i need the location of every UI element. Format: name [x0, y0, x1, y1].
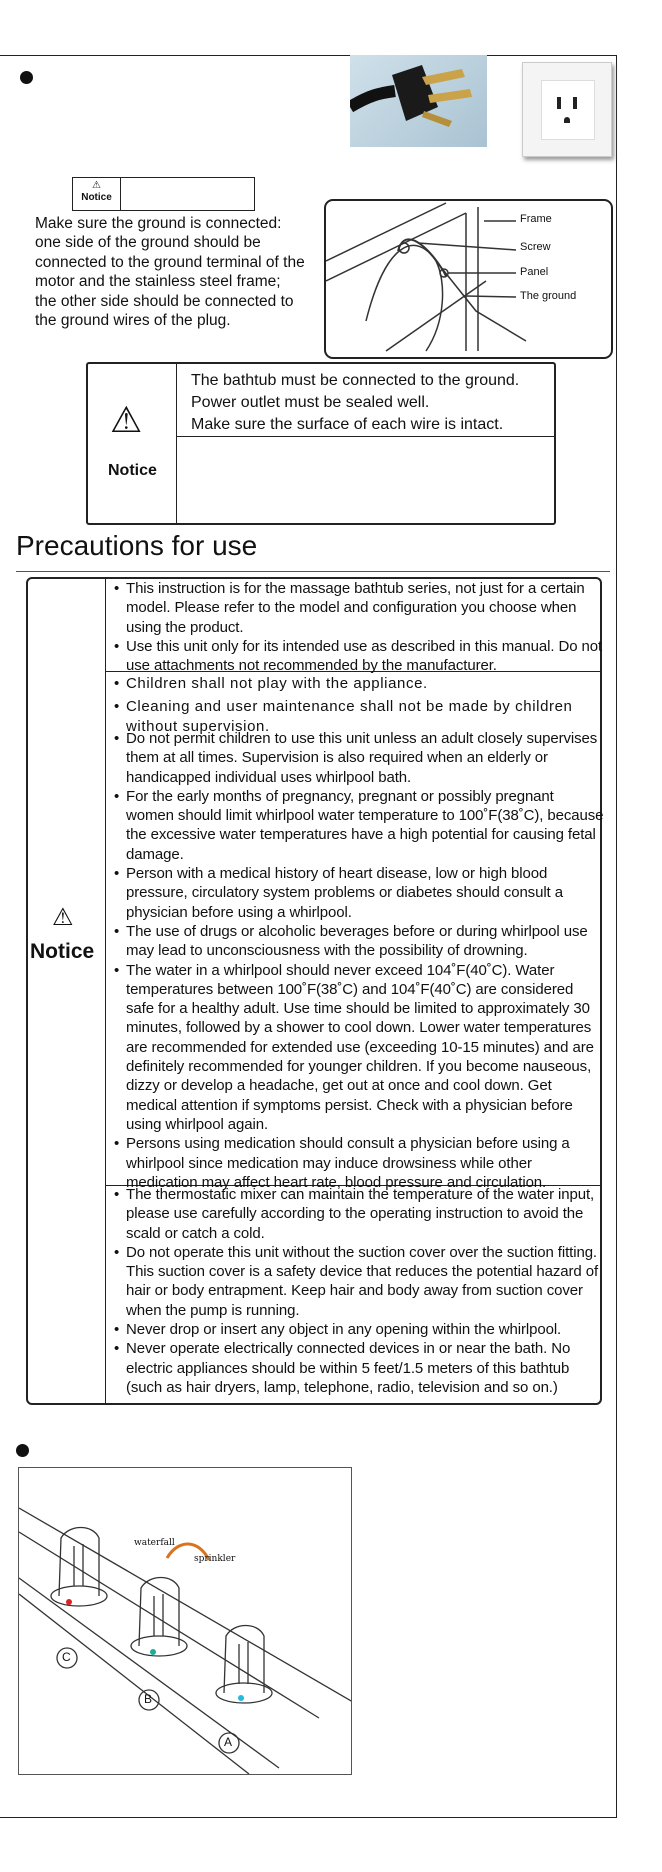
waterfall-label: waterfall — [134, 1538, 175, 1548]
list-item: • Do not permit children to use this unit unless an adult closely supervises them at all times. Supervision is also required when an elderly or handicapped individual uses whirlpool bath. — [114, 729, 604, 787]
list-item: • Children shall not play with the appliance. — [114, 674, 604, 693]
precautions-notice-label: Notice — [30, 940, 95, 963]
notice-line: Make sure the surface of each wire is intact. — [191, 416, 504, 433]
list-item: • Never operate electrically connected devices in or near the bath. No electric appliances should be within 5 feet/1.5 meters of this bathtub (such as hair dryers, lamp, telephone, radio, television and so on.) — [114, 1339, 604, 1397]
valve-control-figure — [18, 1467, 352, 1775]
list-item: • The use of drugs or alcoholic beverages before or during whirlpool use may lead to unconsciousness with the possibility of drowning. — [114, 922, 604, 961]
section-title: Precautions for use — [16, 530, 258, 561]
list-item: • For the early months of pregnancy, pregnant or possibly pregnant women should limit whirlpool water temperature to 100˚F(38˚C), because the excessive water temperatures have a high potential for causing fetal damage. — [114, 787, 604, 864]
diagram-label-ground: The ground — [520, 290, 577, 302]
precautions-group-1 — [114, 579, 604, 675]
knob-c-label: C — [62, 1650, 71, 1664]
sprinkler-label: sprinkler — [194, 1554, 236, 1564]
title-rule — [16, 571, 610, 572]
ground-notice-box — [86, 362, 556, 525]
notice-box-left — [88, 364, 177, 523]
list-item: • Person with a medical history of heart disease, low or high blood pressure, circulatory system problems or diabetes should consult a physician before using a whirlpool. — [114, 864, 604, 922]
precautions-group-2a — [114, 674, 604, 736]
knob-a-label: A — [224, 1735, 233, 1749]
plug-photo — [350, 55, 487, 147]
section-bullet — [20, 71, 33, 84]
diagram-label-screw: Screw — [520, 241, 551, 253]
notice-line: The bathtub must be connected to the ground. — [191, 372, 520, 389]
list-item: • Cleaning and user maintenance shall not be made by children without supervision. — [114, 697, 604, 736]
list-item: • The thermostatic mixer can maintain the temperature of the water input, please use carefully according to the operating instruction to avoid the scald or catch a cold. — [114, 1185, 604, 1243]
section-bullet — [16, 1444, 29, 1457]
notice-tag-label: ⚠ Notice — [73, 178, 121, 210]
notice-lines — [191, 370, 519, 436]
notice-label: Notice — [108, 462, 157, 479]
diagram-label-frame: Frame — [520, 213, 552, 225]
notice-tag — [72, 177, 255, 211]
knob-b-label: B — [144, 1692, 153, 1706]
list-item: • Never drop or insert any object in any opening within the whirlpool. — [114, 1320, 604, 1339]
list-item: • Do not operate this unit without the suction cover over the suction fitting. This suction cover is a safety device that reduces the potential hazard of hair or body entrapment. Keep hair and body away from suction cover when the pump is running. — [114, 1243, 604, 1320]
warning-icon: ⚠ — [110, 399, 143, 440]
warning-icon: ⚠ — [52, 904, 74, 931]
precautions-group-3 — [114, 1185, 604, 1397]
ground-instruction: Make sure the ground is connected: one side of the ground should be connected to the ground terminal of the motor and the stainless steel frame; the other side should be connected to the ground wires of the plug. — [35, 215, 305, 330]
list-item: • Use this unit only for its intended use as described in this manual. Do not use attachments not recommended by the manufacturer. — [114, 637, 604, 676]
warning-icon: ⚠ — [92, 180, 101, 191]
precautions-group-2 — [114, 729, 604, 1192]
outlet-photo — [522, 62, 612, 157]
notice-line: Power outlet must be sealed well. — [191, 394, 430, 411]
list-item: • The water in a whirlpool should never exceed 104˚F(40˚C). Water temperatures between 100˚F(38˚C) and 104˚F(40˚C) are considered safe for a healthy adult. Use time should be limited to approximately 30 minutes, followed by a shower to cool down. Lower water temperatures are recommended for extended use (exceeding 10-15 minutes) and are definitely recommended for younger children. If you become nauseous, dizzy or develop a headache, get out at once and cool down. Get medical attention if symptoms persist. Check with a physician before using whirlpool again. — [114, 961, 604, 1135]
list-item: • This instruction is for the massage bathtub series, not just for a certain model. Please refer to the model and configuration you choose when using the product. — [114, 579, 604, 637]
list-item: • Persons using medication should consult a physician before using a whirlpool since medication may induce drowsiness while other medication may affect heart rate, blood pressure and circulation. — [114, 1134, 604, 1192]
ground-diagram — [324, 199, 613, 359]
diagram-label-panel: Panel — [520, 266, 549, 278]
